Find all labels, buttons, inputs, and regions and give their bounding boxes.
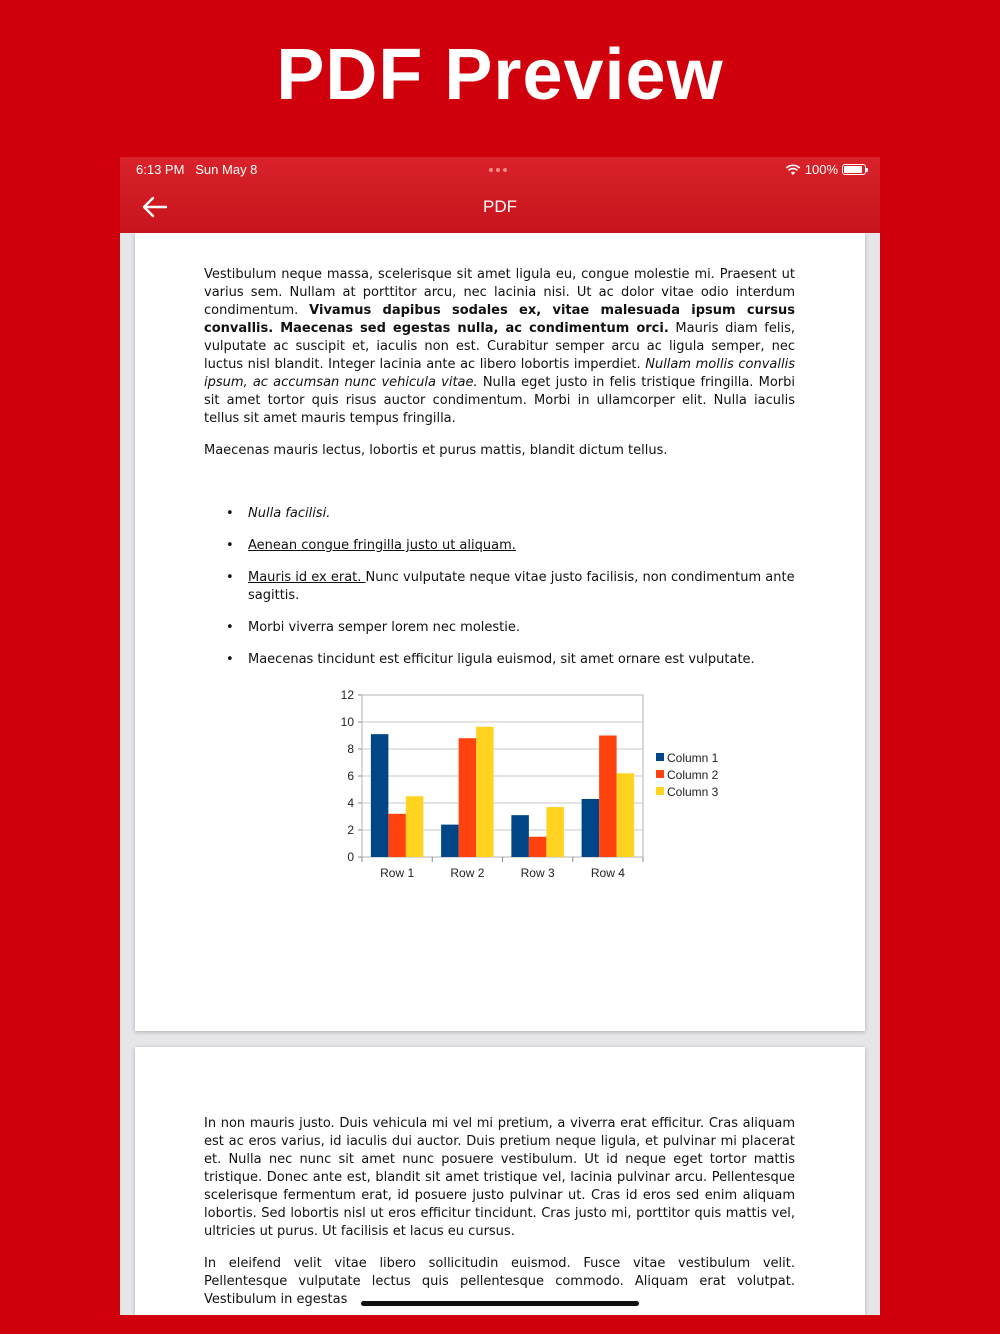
chart-y-tick-label: 8 <box>347 742 354 756</box>
chart-bar <box>546 807 564 857</box>
chart-legend-label: Column 1 <box>667 751 719 765</box>
chart-y-tick-label: 10 <box>340 715 354 729</box>
status-time-value: 6:13 PM <box>136 162 185 177</box>
app-header <box>120 157 880 233</box>
chart-bar <box>371 734 389 857</box>
page-2-paragraph-2: In eleifend velit vitae libero sollicitudin euismod. Fusce vitae vestibulum velit. Pellentesque vulputate lectus quis pellentesque commodo. Aliquam erat volutpat. Vestibulum in egestas <box>204 1256 795 1307</box>
chart-bar <box>617 773 635 857</box>
page-2-paragraph-1: In non mauris justo. Duis vehicula mi vel mi pretium, a viverra erat efficitur. Cras aliquam est ac eros varius, id iaculis dui auctor. Duis pretium neque ligula, et pulvinar mi placerat et. Nulla nec nunc sit amet nunc posuere vestibulum. Ut id neque eget tortor mattis tristique. Donec ante est, blandit sit amet tristique vel, lacinia pulvinar arcu. Pellentesque scelerisque fermentum erat, id posuere justo pulvinar ut. Cras id eros sed enim aliquam lobortis. Sed lobortis nisl ut eros efficitur tincidunt. Cras justo mi, porttitor quis mattis vel, ultricies ut purus. Ut facilisis et lacus eu cursus. <box>204 1116 795 1239</box>
list-item: • Aenean congue fringilla justo ut aliquam. <box>226 538 516 553</box>
chart-y-tick-label: 4 <box>347 796 354 810</box>
home-indicator[interactable] <box>361 1301 639 1306</box>
status-indicators <box>785 162 866 177</box>
status-bar <box>120 157 880 183</box>
paragraph-1-bold: Vivamus dapibus sodales ex, vitae malesuada ipsum cursus convallis. Maecenas sed egestas nulla, ac condimentum orci. <box>204 303 795 336</box>
pdf-page-2 <box>135 1047 865 1315</box>
multitasking-dots-icon[interactable] <box>489 168 511 172</box>
chart-bar <box>406 796 424 857</box>
list-item: • Morbi viverra semper lorem nec molestie. <box>226 620 521 635</box>
chart-bar <box>511 815 529 857</box>
chart-y-tick-label: 2 <box>347 823 354 837</box>
status-time <box>136 162 257 177</box>
nav-title: PDF <box>483 197 517 216</box>
bullet-list <box>204 505 795 683</box>
chart-legend-swatch <box>656 787 664 795</box>
paragraph-1-text-c: Nulla eget justo in felis tristique fringilla. Morbi sit amet tortor quis risus auctor condimentum. Morbi in ullamcorper elit. Nulla iaculis tellus sit amet mauris tempus fringilla. <box>204 375 795 426</box>
promo-title: PDF Preview <box>276 35 724 115</box>
paragraph-1 <box>204 266 795 428</box>
device-screen <box>120 157 880 1315</box>
chart-x-tick-label: Row 2 <box>450 866 485 880</box>
paragraph-1-text-a: Vestibulum neque massa, scelerisque sit amet ligula eu, congue molestie mi. Praesent ut varius sem. Nullam at porttitor arcu, nec lacinia nisi. Ut ac dolor vitae odio interdum condimentum. <box>204 267 795 318</box>
list-item-text: Morbi viverra semper lorem nec molestie. <box>248 620 521 635</box>
list-item-link[interactable]: Mauris id ex erat. <box>248 570 366 585</box>
chart-y-tick-label: 6 <box>347 769 354 783</box>
chart-legend-label: Column 2 <box>667 768 719 782</box>
paragraph-2: Maecenas mauris lectus, lobortis et purus mattis, blandit dictum tellus. <box>204 443 668 458</box>
chart-legend-swatch <box>656 753 664 761</box>
chart-bar <box>582 799 600 857</box>
chart-bar <box>388 814 406 857</box>
chart-legend-label: Column 3 <box>667 785 719 799</box>
pdf-page-1 <box>135 233 865 1031</box>
battery-icon <box>842 164 866 175</box>
chart-x-tick-label: Row 4 <box>590 866 625 880</box>
bar-chart <box>315 685 735 895</box>
chart-x-tick-label: Row 3 <box>520 866 555 880</box>
chart-bar <box>476 727 494 857</box>
list-item: • Mauris id ex erat. Nunc vulputate neque vitae justo facilisis, non condimentum ante sagittis. <box>226 570 795 603</box>
wifi-icon <box>785 164 801 176</box>
list-item-text: Nulla facilisi. <box>248 506 331 521</box>
chart-bar <box>599 736 617 858</box>
list-item: • Maecenas tincidunt est efficitur ligula euismod, sit amet ornare est vulputate. <box>226 652 755 667</box>
chart-x-tick-label: Row 1 <box>380 866 415 880</box>
chart-bar <box>441 825 459 857</box>
chart-bar <box>529 837 547 857</box>
list-item-text: Nunc vulputate neque vitae justo facilisis, non condimentum ante sagittis. <box>248 570 795 603</box>
chart-y-tick-label: 12 <box>340 688 354 702</box>
list-item-text: Maecenas tincidunt est efficitur ligula euismod, sit amet ornare est vulputate. <box>248 652 755 667</box>
pdf-viewer[interactable] <box>120 233 880 1315</box>
list-item: • Nulla facilisi. <box>226 506 331 521</box>
battery-percent: 100% <box>804 162 838 177</box>
chart-y-tick-label: 0 <box>347 850 354 864</box>
status-date: Sun May 8 <box>195 162 258 177</box>
paragraph-1-italic: Nullam mollis convallis ipsum, ac accumsan nunc vehicula vitae. <box>204 357 795 390</box>
chart-legend-swatch <box>656 770 664 778</box>
list-item-link[interactable]: Aenean congue fringilla justo ut aliquam. <box>248 538 516 553</box>
paragraph-1-text-b: Mauris diam felis, vulputate ac suscipit et, iaculis non est. Curabitur semper arcu ac ligula semper, nec luctus nisl blandit. Integer lacinia ante ac libero lobortis imperdiet. <box>204 321 796 372</box>
chart-bar <box>459 738 477 857</box>
